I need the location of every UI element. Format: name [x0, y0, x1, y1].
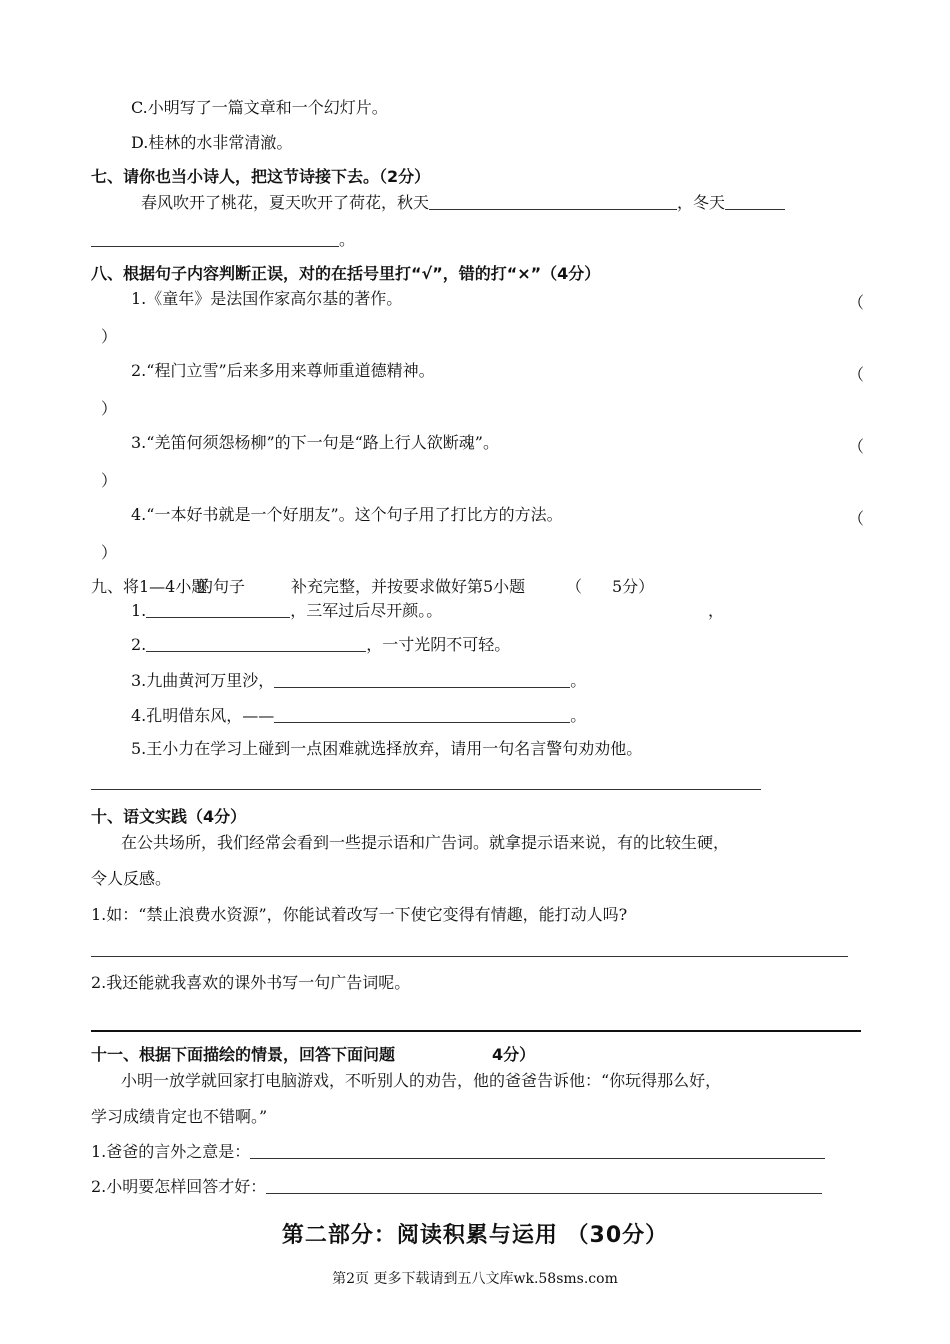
- fill-item-4-end: 。: [570, 706, 587, 725]
- answer-paren-open-4[interactable]: （: [848, 509, 865, 528]
- option-d: D.桂林的水非常清澈。: [131, 133, 293, 152]
- fill-item-1-num: 1.: [131, 601, 147, 620]
- section9-heading-b: 的句子: [197, 577, 246, 596]
- answer-paren-open-3[interactable]: （: [848, 437, 865, 456]
- section11-para2: 学习成绩肯定也不错啊。”: [91, 1107, 268, 1126]
- fill-blank-1[interactable]: [146, 601, 290, 618]
- poem-line-end: 。: [339, 230, 356, 249]
- answer-blank-q2[interactable]: [266, 1177, 822, 1194]
- section8-heading: 八、根据句子内容判断正误，对的在括号里打“√”，错的打“×”（4分）: [91, 264, 601, 283]
- fill-item-5: 5.王小力在学习上碰到一点困难就选择放弃，请用一句名言警句劝劝他。: [131, 739, 643, 758]
- section10-q2: 2.我还能就我喜欢的课外书写一句广告词呢。: [91, 973, 411, 992]
- section10-heading: 十、语文实践（4分）: [91, 807, 247, 826]
- answer-line-item5[interactable]: [91, 789, 761, 790]
- judge-item-4: 4.“一本好书就是一个好朋友”。这个句子用了打比方的方法。: [131, 505, 563, 524]
- fill-item-3-end: 。: [570, 671, 587, 690]
- section11-q2: [91, 1176, 822, 1198]
- judge-item-3: 3.“羌笛何须怨杨柳”的下一句是“路上行人欲断魂”。: [131, 433, 499, 452]
- fill-blank-4[interactable]: [274, 706, 570, 723]
- answer-line-q1[interactable]: [91, 956, 848, 957]
- page-footer: 第2页 更多下载请到五八文库wk.58sms.com: [332, 1271, 618, 1287]
- section11-para1: 小明一放学就回家打电脑游戏，不听别人的劝告，他的爸爸告诉他：“你玩得那么好，: [121, 1071, 722, 1090]
- fill-item-1-comma: ，: [708, 601, 725, 620]
- fill-item-1-text: ，三军过后尽开颜。。: [290, 601, 443, 620]
- section11-q1: [91, 1141, 825, 1163]
- section11-heading-a: 十一、根据下面描绘的情景，回答下面问题: [91, 1045, 396, 1064]
- section11-q2-text: 2.小明要怎样回答才好：: [91, 1177, 267, 1196]
- fill-item-4-text: 4.孔明借东风，——: [131, 706, 275, 725]
- fill-item-4: [131, 705, 586, 727]
- section7-heading: 七、请你也当小诗人，把这节诗接下去。（2分）: [91, 167, 431, 186]
- fill-blank-2[interactable]: [146, 635, 366, 652]
- answer-blank-q1[interactable]: [250, 1142, 825, 1159]
- answer-blank-winter[interactable]: [725, 193, 785, 210]
- answer-paren-open-1[interactable]: （: [848, 293, 865, 312]
- section10-para2: 令人反感。: [91, 869, 172, 888]
- section10-q1: 1.如：“禁止浪费水资源”，你能试着改写一下使它变得有情趣，能打动人吗?: [91, 905, 628, 924]
- answer-paren-close-3: ）: [101, 471, 118, 490]
- fill-item-3-text: 3.九曲黄河万里沙，: [131, 671, 275, 690]
- section11-q1-text: 1.爸爸的言外之意是：: [91, 1142, 251, 1161]
- answer-paren-close-1: ）: [101, 327, 118, 346]
- fill-item-2-text: ，一寸光阴不可轻。: [366, 635, 511, 654]
- answer-blank-autumn[interactable]: [429, 193, 677, 210]
- answer-paren-close-4: ）: [101, 543, 118, 562]
- fill-item-2-num: 2.: [131, 635, 147, 654]
- section9-heading-a: 九、将1—4小题: [91, 577, 208, 596]
- section9-heading-c: 补充完整，并按要求做好第5小题: [291, 577, 526, 596]
- poem-line-mid: ，冬天: [677, 193, 726, 212]
- part2-title: 第二部分：阅读积累与运用 （30分）: [281, 1223, 669, 1248]
- fill-item-3: [131, 670, 586, 692]
- answer-blank-winter-cont[interactable]: [91, 230, 339, 247]
- answer-paren-open-2[interactable]: （: [848, 365, 865, 384]
- section9-heading-d: （: [566, 577, 583, 596]
- answer-line-q2[interactable]: [91, 1030, 861, 1032]
- section11-heading-b: 4分）: [492, 1045, 536, 1064]
- poem-line-continued: [91, 229, 355, 251]
- poem-line-start: 春风吹开了桃花，夏天吹开了荷花，秋天: [141, 193, 430, 212]
- answer-paren-close-2: ）: [101, 399, 118, 418]
- option-c: C.小明写了一篇文章和一个幻灯片。: [131, 98, 388, 117]
- fill-item-1: [131, 600, 442, 622]
- judge-item-1: 1.《童年》是法国作家高尔基的著作。: [131, 289, 403, 308]
- section10-para1: 在公共场所，我们经常会看到一些提示语和广告词。就拿提示语来说，有的比较生硬，: [121, 833, 730, 852]
- section9-heading-e: 5分）: [612, 577, 655, 596]
- fill-blank-3[interactable]: [274, 671, 570, 688]
- poem-line: [141, 192, 785, 214]
- fill-item-2: [131, 634, 510, 656]
- judge-item-2: 2.“程门立雪”后来多用来尊师重道德精神。: [131, 361, 435, 380]
